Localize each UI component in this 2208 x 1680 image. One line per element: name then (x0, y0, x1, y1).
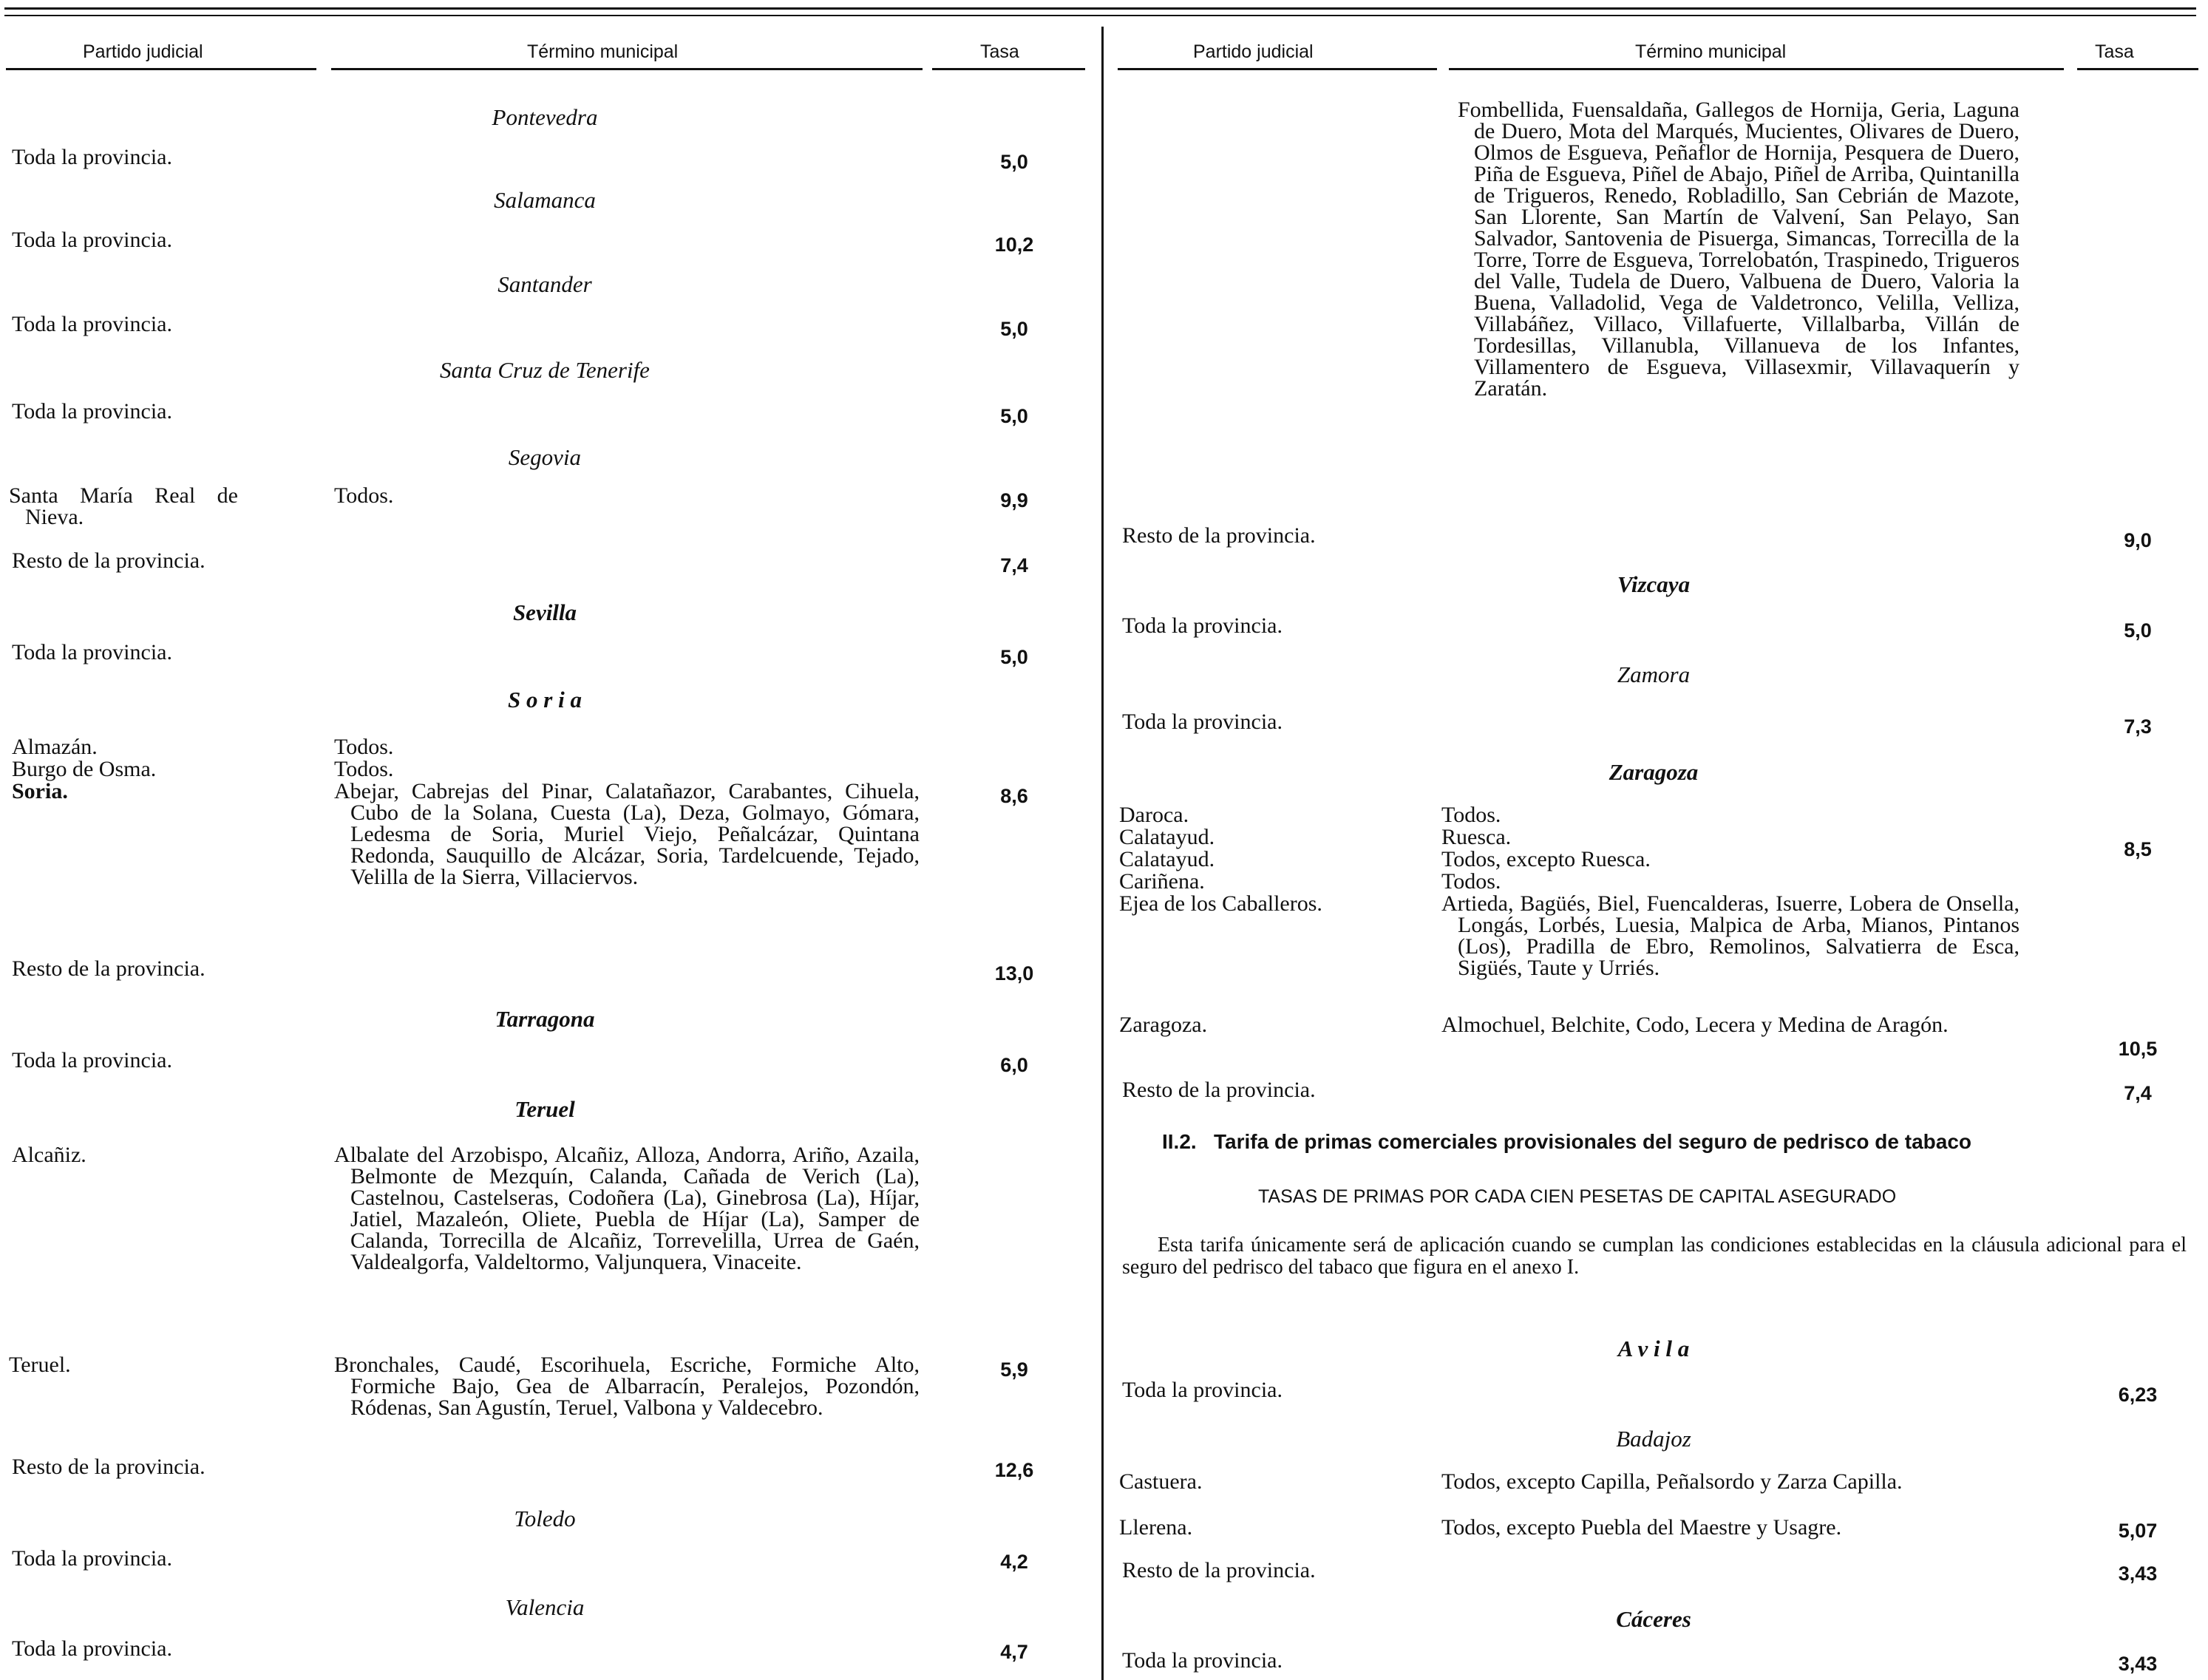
partido-cell: Resto de la provincia. (12, 548, 205, 573)
tasa-cell: 8,6 (1000, 785, 1028, 807)
tasa-cell: 10,2 (994, 234, 1034, 256)
partido-cell: Calatayud. (1119, 847, 1215, 871)
partido-cell: Cariñena. (1119, 869, 1205, 894)
partido-cell: Toda la provincia. (12, 1048, 172, 1072)
tasa-cell: 3,43 (2118, 1653, 2158, 1675)
province-title: Zamora (1617, 662, 1691, 687)
province-title: A v i l a (1617, 1336, 1690, 1361)
column-divider (1101, 27, 1104, 1680)
termino-cell: Todos. (334, 757, 394, 781)
tasa-cell: 4,7 (1000, 1641, 1028, 1663)
partido-cell: Almazán. (12, 735, 98, 759)
termino-cell: Artieda, Bagüés, Biel, Fuencalderas, Isuerre, Lobera de Onsella, Longás, Lorbés, Luesia, Malpica de Arba, Mianos, Pintanos (Los), Pradilla de Ebro, Remolinos, Salvatierra de Esca, Sigüés, Taute y Urriés. (1441, 891, 2020, 980)
section-subtitle: TASAS DE PRIMAS POR CADA CIEN PESETAS DE CAPITAL ASEGURADO (1258, 1186, 1897, 1207)
province-title: S o r i a (508, 687, 582, 713)
termino-cell: Almochuel, Belchite, Codo, Lecera y Medina de Aragón. (1441, 1013, 1949, 1037)
partido-cell: Toda la provincia. (12, 640, 172, 664)
partido-cell: Resto de la provincia. (1122, 1078, 1316, 1102)
province-title: Santa Cruz de Tenerife (440, 357, 650, 383)
partido-cell: Toda la provincia. (1122, 1648, 1283, 1673)
partido-cell: Resto de la provincia. (1122, 523, 1316, 548)
partido-cell: Toda la provincia. (12, 399, 172, 424)
province-title: Sevilla (512, 599, 577, 625)
section-paragraph: Esta tarifa únicamente será de aplicación cuando se cumplan las condiciones establecidas en la cláusula adicional para el seguro del pedrisco del tabaco que figura en el anexo I. (1122, 1234, 2187, 1279)
header-tasa: Tasa (2095, 41, 2134, 62)
termino-cell: Bronchales, Caudé, Escorihuela, Escriche, Formiche Alto, Formiche Bajo, Gea de Albarracín, Peralejos, Pozondón, Ródenas, San Agustín, Teruel, Valbona y Valdecebro. (334, 1353, 920, 1420)
tasa-cell: 5,07 (2118, 1520, 2158, 1542)
right-table-header (1118, 38, 2198, 75)
termino-cell: Todos, excepto Puebla del Maestre y Usagre. (1441, 1515, 1842, 1540)
partido-cell: Toda la provincia. (1122, 1378, 1283, 1402)
province-title: Tarragona (495, 1006, 595, 1032)
partido-cell: Resto de la provincia. (12, 956, 205, 981)
termino-cell: Abejar, Cabrejas del Pinar, Calatañazor, Carabantes, Cihuela, Cubo de la Solana, Cuesta (La), Deza, Golmayo, Gómara, Ledesma de Soria, Muriel Viejo, Peñalcázar, Quintana Redonda, Sauquillo de Alcázar, Soria, Tardelcuende, Tejado, Velilla de la Sierra, Villaciervos. (334, 779, 920, 889)
tasa-cell: 12,6 (994, 1459, 1034, 1481)
partido-cell: Toda la provincia. (1122, 710, 1283, 734)
termino-cell: Todos, excepto Capilla, Peñalsordo y Zarza Capilla. (1441, 1469, 1903, 1494)
province-title: Valencia (505, 1594, 585, 1620)
province-title: Pontevedra (492, 104, 598, 130)
header-termino: Término municipal (1635, 41, 1787, 62)
section-title: II.2. Tarifa de primas comerciales provisionales del seguro de pedrisco de tabaco (1162, 1130, 1971, 1153)
partido-cell: Daroca. (1119, 803, 1189, 827)
header-tasa: Tasa (980, 41, 1019, 62)
partido-cell: Santa María Real de Nieva. (9, 483, 238, 529)
province-title: Segovia (508, 444, 582, 470)
tasa-cell: 7,3 (2124, 715, 2152, 738)
partido-cell: Castuera. (1119, 1469, 1203, 1494)
tasa-cell: 13,0 (994, 962, 1034, 984)
left-table-header (6, 38, 1085, 75)
tasa-cell: 5,0 (1000, 151, 1028, 173)
province-title: Santander (497, 271, 592, 297)
tasa-cell: 7,4 (1000, 554, 1028, 577)
partido-cell: Toda la provincia. (12, 145, 172, 169)
tasa-cell: 8,5 (2124, 838, 2152, 860)
tasa-cell: 6,23 (2118, 1384, 2158, 1406)
termino-cell: Todos. (334, 483, 394, 508)
province-title: Salamanca (494, 187, 596, 213)
partido-cell: Zaragoza. (1119, 1013, 1208, 1037)
termino-cell: Ruesca. (1441, 825, 1512, 849)
tasa-cell: 5,0 (1000, 318, 1028, 340)
header-termino: Término municipal (527, 41, 679, 62)
tasa-cell: 5,0 (1000, 405, 1028, 427)
tasa-cell: 9,0 (2124, 529, 2152, 551)
partido-cell: Toda la provincia. (12, 312, 172, 336)
partido-cell: Alcañiz. (12, 1143, 86, 1167)
tasa-cell: 9,9 (1000, 489, 1028, 511)
province-title: Zaragoza (1609, 759, 1699, 785)
partido-cell: Burgo de Osma. (12, 757, 157, 781)
province-title: Cáceres (1616, 1606, 1691, 1632)
partido-cell: Toda la provincia. (1122, 613, 1283, 638)
partido-cell: Calatayud. (1119, 825, 1215, 849)
tasa-cell: 3,43 (2118, 1562, 2158, 1585)
partido-cell: Soria. (12, 779, 68, 803)
tasa-cell: 5,0 (1000, 646, 1028, 668)
partido-cell: Toda la provincia. (12, 228, 172, 252)
province-title: Badajoz (1616, 1426, 1691, 1452)
termino-cell: Todos, excepto Ruesca. (1441, 847, 1651, 871)
top-rule-thin (4, 15, 2196, 16)
termino-cell: Todos. (1441, 869, 1501, 894)
termino-cell: Albalate del Arzobispo, Alcañiz, Alloza, Andorra, Ariño, Azaila, Belmonte de Mezquín, Calanda, Cañada de Verich (La), Castelnou, Castelseras, Codoñera (La), Ginebrosa (La), Híjar, Jatiel, Mazaleón, Oliete, Puebla de Híjar (La), Samper de Calanda, Torrecilla de Alcañiz, Torrevelilla, Urrea de Gaén, Valdealgorfa, Valdeltormo, Valjunquera, Vinaceite. (334, 1143, 920, 1274)
province-title: Vizcaya (1617, 571, 1691, 597)
partido-cell: Resto de la provincia. (12, 1455, 205, 1479)
province-title: Teruel (514, 1096, 575, 1122)
header-partido: Partido judicial (83, 41, 203, 62)
province-title: Toledo (514, 1506, 576, 1531)
top-rule (4, 7, 2196, 10)
header-partido: Partido judicial (1193, 41, 1314, 62)
partido-cell: Toda la provincia. (12, 1546, 172, 1571)
termino-cell: Todos. (334, 735, 394, 759)
partido-cell: Toda la provincia. (12, 1636, 172, 1661)
tasa-cell: 10,5 (2118, 1038, 2158, 1060)
tasa-cell: 4,2 (1000, 1551, 1028, 1573)
partido-cell: Llerena. (1119, 1515, 1193, 1540)
tasa-cell: 5,9 (1000, 1358, 1028, 1381)
termino-cell: Fombellida, Fuensaldaña, Gallegos de Hornija, Geria, Laguna de Duero, Mota del Marqués, Mucientes, Olivares de Duero, Olmos de Esgueva, Peñaflor de Hornija, Pesquera de Duero, Piña de Esgueva, Piñel de Abajo, Piñel de Arriba, Quintanilla de Trigueros, Renedo, Robladillo, San Cebrián de Mazote, San Llorente, San Martín de Valvení, San Pelayo, San Salvador, Santovenia de Pisuerga, Simancas, Torrecilla de la Torre, Torre de Esgueva, Torrelobatón, Traspinedo, Trigueros del Valle, Tudela de Duero, Valbuena de Duero, Valoria la Buena, Valladolid, Vega de Valdetronco, Velilla, Velliza, Villabáñez, Villaco, Villafuerte, Villalbarba, Villán de Tordesillas, Villanubla, Villanueva de los Infantes, Villamentero de Esgueva, Villasexmir, Villavaquerín y Zaratán. (1458, 98, 2020, 401)
tasa-cell: 5,0 (2124, 619, 2152, 642)
partido-cell: Resto de la provincia. (1122, 1558, 1316, 1582)
tasa-cell: 7,4 (2124, 1082, 2152, 1104)
termino-cell: Todos. (1441, 803, 1501, 827)
tasa-cell: 6,0 (1000, 1054, 1028, 1076)
partido-cell: Teruel. (9, 1353, 71, 1377)
partido-cell: Ejea de los Caballeros. (1119, 891, 1322, 916)
